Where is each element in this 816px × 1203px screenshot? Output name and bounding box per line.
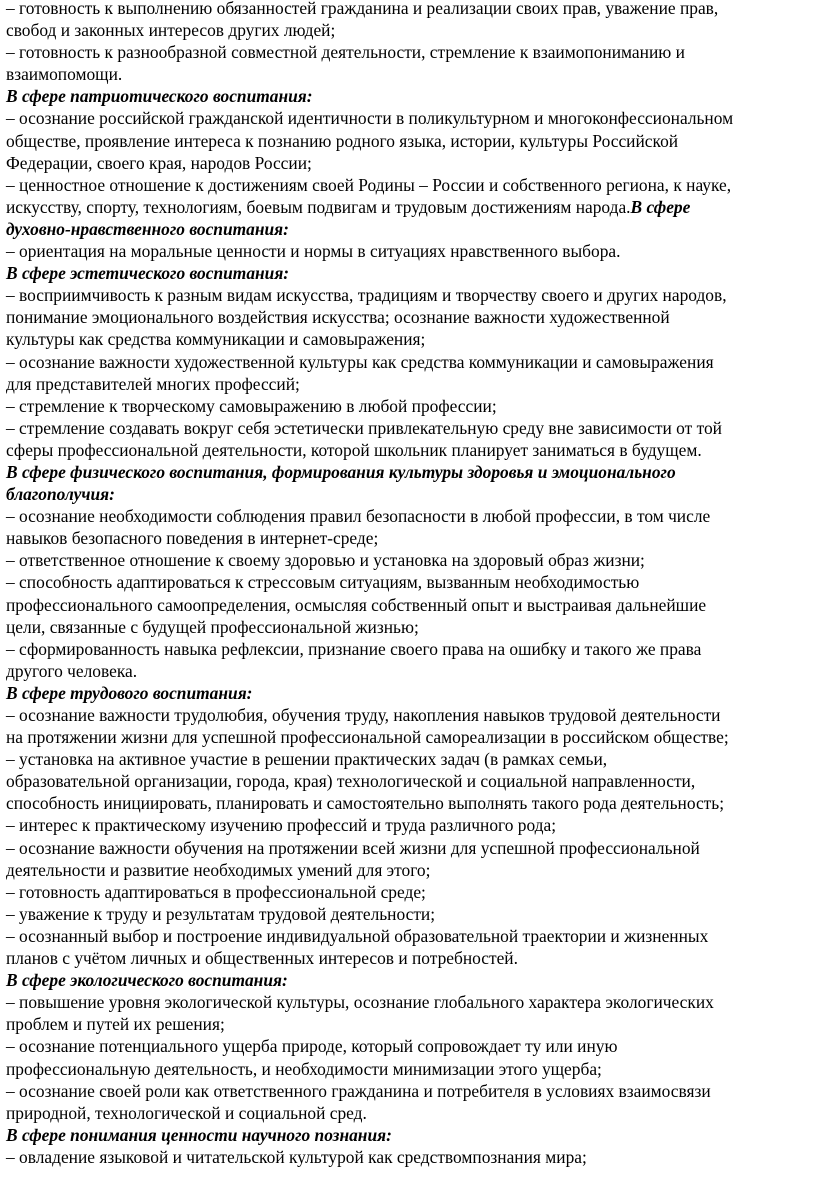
body-text: – осознание потенциального ущерба природе, который сопровождает ту или иную (6, 1036, 618, 1057)
body-text: – готовность к разнообразной совместной деятельности, стремление к взаимопониманию и (6, 42, 685, 63)
body-text: на протяжении жизни для успешной профессиональной самореализации в российском обществе; (6, 727, 729, 748)
section-heading: В сфере патриотического воспитания: (6, 86, 313, 107)
text-line (6, 174, 816, 196)
text-line (6, 63, 816, 85)
text-line (6, 549, 816, 571)
text-line (6, 969, 816, 991)
section-heading: В сфере понимания ценности научного познания: (6, 1124, 392, 1145)
body-text: проблем и путей их решения; (6, 1014, 225, 1035)
body-text: – осознание российской гражданской идентичности в поликультурном и многоконфессиональном (6, 108, 734, 129)
body-text: навыков безопасного поведения в интернет-среде; (6, 528, 379, 549)
body-text: планов с учётом личных и общественных интересов и потребностей. (6, 948, 518, 969)
body-text: – сформированность навыка рефлексии, признание своего права на ошибку и такого же права (6, 638, 702, 659)
body-text: обществе, проявление интереса к познанию родного языка, истории, культуры Российской (6, 130, 679, 151)
text-line (6, 571, 816, 593)
body-text: – повышение уровня экологической культуры, осознание глобального характера экологических (6, 992, 714, 1013)
text-line (6, 616, 816, 638)
text-line (6, 527, 816, 549)
text-line (6, 107, 816, 129)
text-line (6, 814, 816, 836)
body-text: – ценностное отношение к достижениям своей Родины – России и собственного региона, к науке, (6, 174, 732, 195)
body-text: – осознание своей роли как ответственного гражданина и потребителя в условиях взаимосвязи (6, 1080, 711, 1101)
text-line (6, 594, 816, 616)
document-text (6, 0, 816, 1168)
body-text: сферы профессиональной деятельности, которой школьник планирует заниматься в будущем. (6, 439, 702, 460)
body-text: другого человека. (6, 660, 138, 681)
text-line (6, 837, 816, 859)
text-line (6, 947, 816, 969)
text-line (6, 306, 816, 328)
section-heading: В сфере экологического воспитания: (6, 970, 288, 991)
section-heading: духовно-нравственного воспитания: (6, 218, 289, 239)
body-text: – установка на активное участие в решении практических задач (в рамках семьи, (6, 749, 608, 770)
text-line (6, 925, 816, 947)
text-line (6, 240, 816, 262)
text-line (6, 196, 816, 218)
text-line (6, 85, 816, 107)
text-line (6, 1035, 816, 1057)
body-text: – ориентация на моральные ценности и нормы в ситуациях нравственного выбора. (6, 241, 621, 262)
text-line (6, 682, 816, 704)
section-heading: В сфере (630, 196, 691, 217)
body-text: – овладение языковой и читательской культурой как средствомпознания мира; (6, 1146, 587, 1167)
text-line (6, 373, 816, 395)
body-text: природной, технологической и социальной сред. (6, 1102, 367, 1123)
body-text: – осознание необходимости соблюдения правил безопасности в любой профессии, в том числе (6, 506, 711, 527)
body-text: – восприимчивость к разным видам искусства, традициям и творчеству своего и других народов, (6, 285, 727, 306)
text-line (6, 417, 816, 439)
text-line (6, 439, 816, 461)
body-text: – способность адаптироваться к стрессовым ситуациям, вызванным необходимостью (6, 572, 640, 593)
section-heading: В сфере физического воспитания, формирования культуры здоровья и эмоционального (6, 461, 676, 482)
text-line (6, 284, 816, 306)
text-line (6, 218, 816, 240)
text-line (6, 792, 816, 814)
text-line (6, 1080, 816, 1102)
body-text: – стремление создавать вокруг себя эстетически привлекательную среду вне зависимости от той (6, 417, 722, 438)
text-line (6, 1102, 816, 1124)
body-text: цели, связанные с будущей профессиональной жизнью; (6, 616, 419, 637)
body-text: – ответственное отношение к своему здоровью и установка на здоровый образ жизни; (6, 550, 645, 571)
text-line (6, 660, 816, 682)
text-line (6, 903, 816, 925)
text-line (6, 483, 816, 505)
body-text: Федерации, своего края, народов России; (6, 152, 312, 173)
text-line (6, 19, 816, 41)
text-line (6, 0, 816, 19)
text-line (6, 1124, 816, 1146)
body-text: – готовность адаптироваться в профессиональной среде; (6, 881, 426, 902)
text-line (6, 351, 816, 373)
text-line (6, 328, 816, 350)
text-line (6, 881, 816, 903)
body-text: взаимопомощи. (6, 64, 123, 85)
text-line (6, 1013, 816, 1035)
text-line (6, 638, 816, 660)
body-text: образовательной организации, города, края) технологической и социальной направленности, (6, 771, 696, 792)
text-line (6, 1146, 816, 1168)
text-line (6, 726, 816, 748)
body-text: понимание эмоционального воздействия искусства; осознание важности художественной (6, 307, 670, 328)
body-text: искусству, спорту, технологиям, боевым подвигам и трудовым достижениям народа. (6, 196, 631, 217)
body-text: – интерес к практическому изучению профессий и труда различного рода; (6, 815, 557, 836)
body-text: свобод и законных интересов других людей; (6, 20, 336, 41)
text-line (6, 1058, 816, 1080)
text-line (6, 395, 816, 417)
body-text: для представителей многих профессий; (6, 373, 300, 394)
body-text: деятельности и развитие необходимых умений для этого; (6, 859, 431, 880)
text-line (6, 152, 816, 174)
body-text: – стремление к творческому самовыражению в любой профессии; (6, 395, 497, 416)
text-line (6, 41, 816, 63)
body-text: – осознание важности обучения на протяжении всей жизни для успешной профессиональной (6, 837, 700, 858)
text-line (6, 262, 816, 284)
text-line (6, 704, 816, 726)
text-line (6, 461, 816, 483)
text-line (6, 770, 816, 792)
section-heading: благополучия: (6, 484, 115, 505)
text-line (6, 505, 816, 527)
body-text: – уважение к труду и результатам трудовой деятельности; (6, 903, 436, 924)
body-text: – осознание важности художественной культуры как средства коммуникации и самовыражения (6, 351, 714, 372)
body-text: профессиональную деятельность, и необходимости минимизации этого ущерба; (6, 1058, 602, 1079)
text-line (6, 748, 816, 770)
body-text: культуры как средства коммуникации и самовыражения; (6, 329, 426, 350)
text-line (6, 859, 816, 881)
section-heading: В сфере эстетического воспитания: (6, 263, 290, 284)
body-text: – готовность к выполнению обязанностей гражданина и реализации своих прав, уважение прав, (6, 0, 719, 18)
section-heading: В сфере трудового воспитания: (6, 682, 253, 703)
body-text: профессионального самоопределения, осмысляя собственный опыт и выстраивая дальнейшие (6, 594, 707, 615)
body-text: – осознание важности трудолюбия, обучения труду, накопления навыков трудовой деятельности (6, 705, 721, 725)
body-text: – осознанный выбор и построение индивидуальной образовательной траектории и жизненных (6, 925, 709, 946)
text-line (6, 130, 816, 152)
body-text: способность инициировать, планировать и самостоятельно выполнять такого рода деятельность; (6, 793, 725, 814)
text-line (6, 991, 816, 1013)
